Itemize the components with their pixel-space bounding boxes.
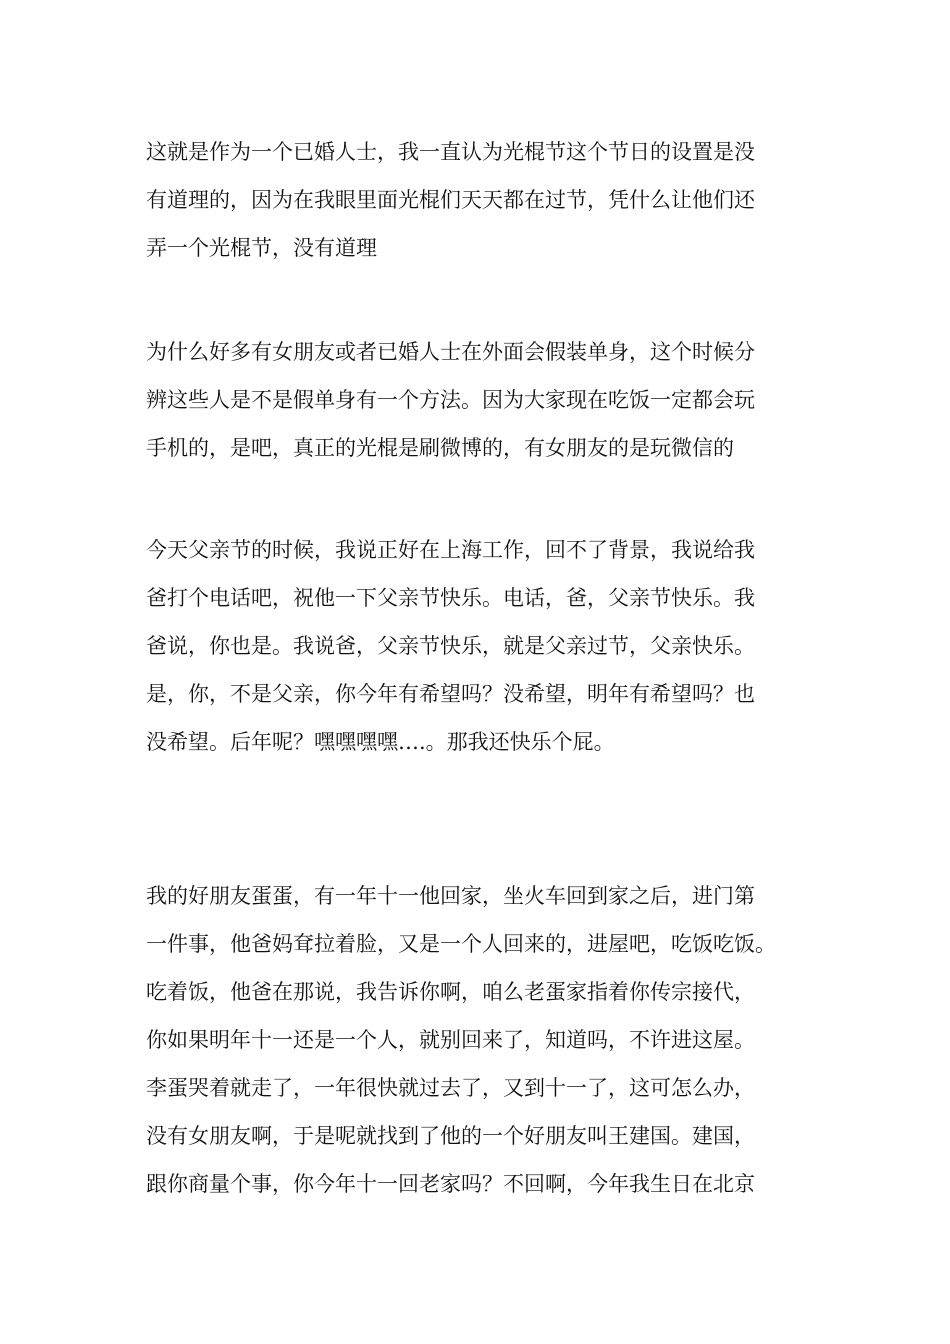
- paragraph-singles-day: [146, 128, 826, 272]
- text-line: 今天父亲节的时候，我说正好在上海工作，回不了背景，我说给我: [146, 538, 755, 562]
- text-line: 跟你商量个事，你今年十一回老家吗？不回啊，今年我生日在北京: [146, 1172, 755, 1196]
- text-line: 你如果明年十一还是一个人，就别回来了，知道吗，不许进这屋。: [146, 1028, 755, 1052]
- paragraph-dandan-story: [146, 872, 826, 1208]
- text-line: 没希望。后年呢？嘿嘿嘿嘿….。那我还快乐个屁。: [146, 730, 615, 754]
- paragraph-fathers-day: [146, 526, 826, 766]
- text-line: 手机的，是吧，真正的光棍是刷微博的，有女朋友的是玩微信的: [146, 436, 734, 460]
- text-line: 弄一个光棍节，没有道理: [146, 236, 377, 260]
- text-line: 辨这些人是不是假单身有一个方法。因为大家现在吃饭一定都会玩: [146, 388, 755, 412]
- text-line: 有道理的，因为在我眼里面光棍们天天都在过节，凭什么让他们还: [146, 188, 755, 212]
- text-line: 这就是作为一个已婚人士，我一直认为光棍节这个节日的设置是没: [146, 140, 755, 164]
- text-line: 没有女朋友啊，于是呢就找到了他的一个好朋友叫王建国。建国，: [146, 1124, 755, 1148]
- text-line: 是，你，不是父亲，你今年有希望吗？没希望，明年有希望吗？也: [146, 682, 755, 706]
- text-line: 吃着饭，他爸在那说，我告诉你啊，咱么老蛋家指着你传宗接代，: [146, 980, 755, 1004]
- text-line: 我的好朋友蛋蛋，有一年十一他回家，坐火车回到家之后，进门第: [146, 884, 755, 908]
- text-line: 为什么好多有女朋友或者已婚人士在外面会假装单身，这个时候分: [146, 340, 755, 364]
- text-line: 一件事，他爸妈耷拉着脸，又是一个人回来的，进屋吧，吃饭吃饭。: [146, 932, 776, 956]
- paragraph-fake-single: [146, 328, 826, 472]
- text-line: 爸打个电话吧，祝他一下父亲节快乐。电话，爸，父亲节快乐。我: [146, 586, 755, 610]
- text-line: 李蛋哭着就走了，一年很快就过去了，又到十一了，这可怎么办，: [146, 1076, 755, 1100]
- text-line: 爸说，你也是。我说爸，父亲节快乐，就是父亲过节，父亲快乐。: [146, 634, 755, 658]
